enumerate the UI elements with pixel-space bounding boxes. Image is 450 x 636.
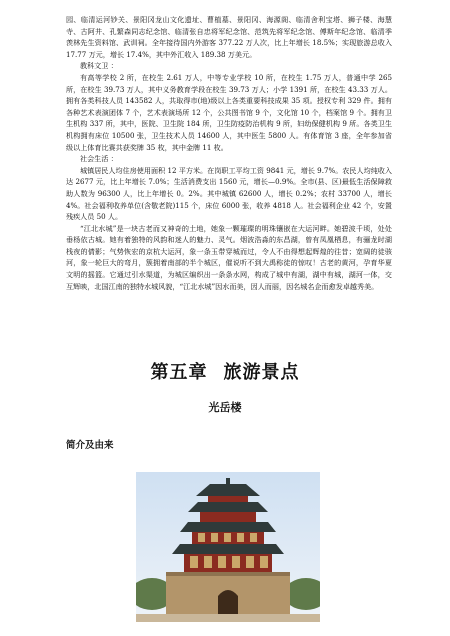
paragraph-tourism: 园、临清运河钞关、景阳冈龙山文化遗址、曹植墓、景阳冈、海源阁、临清舍利宝塔、狮子楼、海慧寺、古阿井、孔繁森同志纪念馆、临清张自忠将军纪念馆、范筑先将军纪念馆、傅斯年纪念馆、临清季羡林先生资料馆、武训祠。全年接待国内外游客 377.22 万人次，比上年增长 18.5%；实现旅游总收入 17.77 万元，增长 17.4%，其中外汇收入 189.38 万美元。 bbox=[66, 15, 392, 59]
paragraph-water-city: “江北水城”是一块古老而又神奇的土地，她象一颗璀璨的明珠镶嵌在大运河畔。她碧波千顷，处处垂杨依古城。她有着独特的风韵和迷人的魅力、灵气。烟波浩淼的东昌湖，曾有凤凰栖息，有骊龙时湖栈夜的倩影；气势恢宏的京杭大运河，象一条玉带穿城而过，令人不由得想起辉煌的往昔；宽阔的徒骇河，象一轮巨大的弯月，簇拥着南部的半个城区，催说听不到大禹称徒的惊叹！古老的黄河，孕育华夏文明的摇篮。它通过引水渠道，为城区编织出一条条水网，构成了城中有湖，湖中有城，湖河一体，交互辉映，北国江南的独特水城风貌，“江北水城”因水而美，因人而丽，因名城名企而愈发卓越秀美。 bbox=[66, 223, 392, 291]
paragraph-social-life: 城镇居民人均住房使用面积 12 平方米。在岗职工平均工资 9841 元，增长 9.7%。农民人均纯收入达 2677 元，比上年增长 7.0%；生活消费支出 1560 元，增长—0.9%。全市(县、区)最低生活保障救助人数为 96300 人，比上年增长 0。2%。其中城镇 62600 人，增长 0.2%；农村 33700 人，增长 4%。社会福利收养单位(含敬老院)115 个，床位 6000 张，收养 4818 人。社会福利企业 42 个，安置残疾人员 50 人。 bbox=[66, 165, 392, 222]
tower-photo bbox=[136, 472, 320, 622]
paragraph-education: 有高等学校 2 所，在校生 2.61 万人，中等专业学校 10 所，在校生 1.75 万人，普通中学 265 所，在校生 39.73 万人，其中义务教育学段在校生 39.73 万人；小学 1391 所，在校生 43.33 万人。拥有各类科技人员 143582 人，共取得市(地)级以上各类重要科技成果 35 项。授权专利 329 件。拥有各种艺术表演团体 7 个，艺术表演场所 12 个，公共图书馆 9 个，文化馆 10 个，档案馆 9 个。拥有卫生机构 337 所，其中，医院、卫生院 184 所，卫生防疫防治机构 9 所，妇幼保健机构 9 所。各类卫生机构拥有床位 10500 张，卫生技术人员 14600 人，其中医生 5800 人。有体育馆 3 座，全年参加省级以上体育比赛共获奖牌 35 枚，其中金牌 11 枚。 bbox=[66, 72, 392, 152]
chapter-number: 第五章 bbox=[150, 362, 208, 383]
chapter-heading bbox=[0, 358, 450, 384]
guangyue-tower-image bbox=[136, 472, 320, 622]
chapter-name: 旅游景点 bbox=[223, 362, 300, 383]
heading-social-life: 社会生活 ： bbox=[80, 154, 118, 164]
body-text bbox=[66, 14, 392, 292]
subsection-heading: 简介及由来 bbox=[66, 440, 114, 451]
heading-education: 教科文卫 ： bbox=[80, 61, 118, 71]
section-heading: 光岳楼 bbox=[208, 401, 242, 414]
